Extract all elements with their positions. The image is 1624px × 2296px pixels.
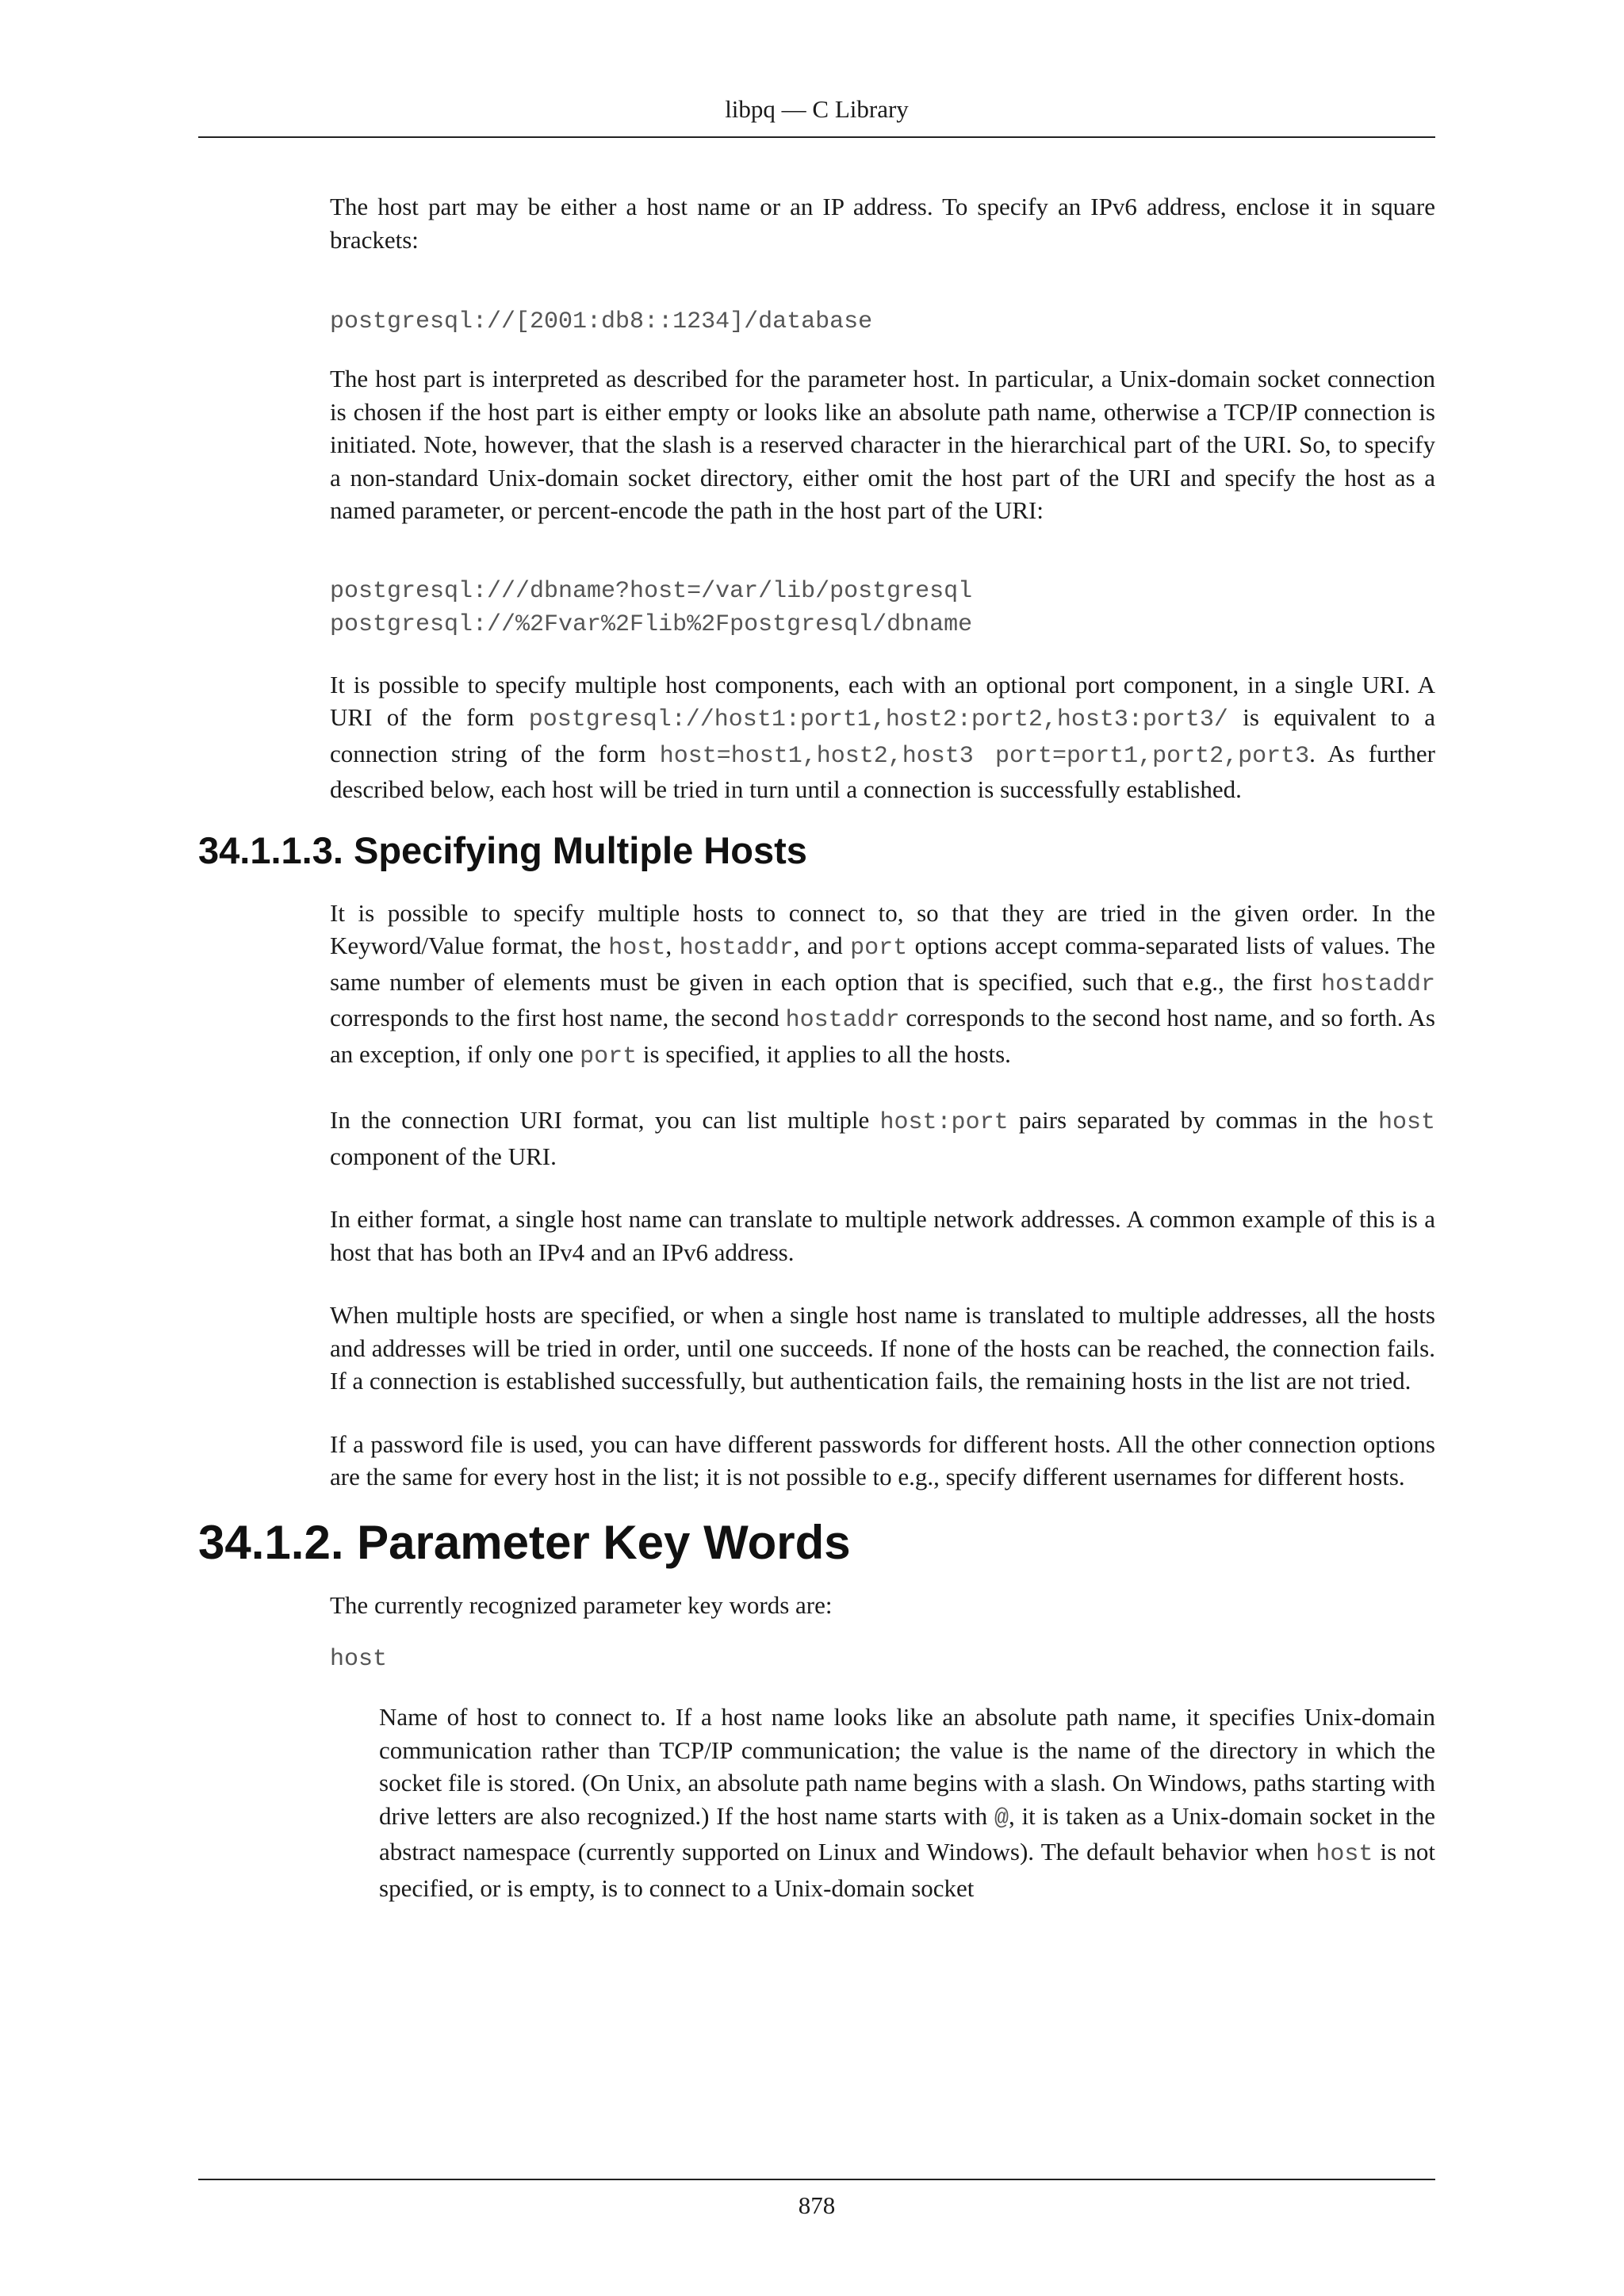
inline-code: postgresql://host1:port1,host2:port2,host3:port3/ bbox=[528, 706, 1228, 733]
paragraph: It is possible to specify multiple host components, each with an optional port component, in a single URI. A URI of the form postgresql://host1:port1,host2:port2,host3:port3/ is equivalent to a connection string of the form host=host1,host2,host3 port=port1,port2,port3. As further described below, each host will be tried in turn until a connection is successfully established. bbox=[330, 670, 1436, 803]
inline-code: @ bbox=[994, 1804, 1009, 1832]
inline-code: host=host1,host2,host3 port=port1,port2,port3 bbox=[659, 742, 1310, 770]
inline-code: hostaddr bbox=[1320, 970, 1435, 998]
uri-section bbox=[330, 190, 1435, 806]
paragraph: It is possible to specify multiple hosts to connect to, so that they are tried in the given order. In the Keyword/Value format, the host, hostaddr, and port options accept comma-separated lists of values. The same number of elements must be given in each option that is specified, such that e.g., the first hostaddr corresponds to the first host name, the second hostaddr corresponds to the second host name, and so forth. As an exception, if only one port is specified, it applies to all the hosts. bbox=[330, 898, 1435, 1070]
inline-code: host bbox=[1377, 1109, 1435, 1136]
inline-code: port bbox=[850, 935, 908, 962]
chapter-heading: 34.1.2. Parameter Key Words bbox=[198, 1515, 851, 1569]
code-block: postgresql:///dbname?host=/var/lib/postgresql postgresql://%2Fvar%2Flib%2Fpostgresql/dbname bbox=[330, 577, 973, 638]
paragraph: If a password file is used, you can have different passwords for different hosts. All the other connection options are the same for every host in the list; it is not possible to e.g., specify different usernames for different hosts. bbox=[330, 1429, 1435, 1490]
header-rule bbox=[198, 136, 1435, 138]
code-block: postgresql://[2001:db8::1234]/database bbox=[330, 308, 873, 335]
keyword-description bbox=[379, 1701, 1435, 1904]
inline-code: host:port bbox=[879, 1109, 1009, 1136]
inline-code: host bbox=[608, 935, 666, 962]
paragraph: The currently recognized parameter key words are: bbox=[330, 1590, 833, 1619]
section-heading: 34.1.1.3. Specifying Multiple Hosts bbox=[198, 828, 807, 871]
paragraph: Name of host to connect to. If a host name looks like an absolute path name, it specifies Unix-domain communication rather than TCP/IP communication; the value is the name of the directory in which the socket file is stored. (On Unix, an absolute path name begins with a slash. On Windows, paths starting with drive letters are also recognized.) If the host name starts with @, it is taken as a Unix-domain socket in the abstract namespace (currently supported on Linux and Windows). The default behavior when host is not specified, or is empty, is to connect to a Unix-domain socket bbox=[379, 1703, 1436, 1902]
paragraph: The host part is interpreted as described for the parameter host. In particular, a Unix-domain socket connection is chosen if the host part is either empty or looks like an absolute path name, otherwise a TCP/IP connection is initiated. Note, however, that the slash is a reserved character in the hierarchical part of the URI. So, to specify a non-standard Unix-domain socket directory, either omit the host part of the URI and specify the host as a named parameter, or percent-encode the path in the host part of the URI: bbox=[330, 365, 1435, 524]
footer-rule bbox=[198, 2179, 1435, 2180]
inline-code: host bbox=[1316, 1841, 1373, 1868]
inline-code: port bbox=[580, 1043, 638, 1070]
keyword-term: host bbox=[330, 1646, 388, 1673]
page-body bbox=[198, 190, 1435, 1904]
running-header: libpq — C Library bbox=[725, 95, 909, 123]
page-number: 878 bbox=[798, 2191, 836, 2219]
paragraph: In either format, a single host name can translate to multiple network addresses. A common example of this is a host that has both an IPv4 and an IPv6 address. bbox=[330, 1205, 1435, 1266]
keywords-section bbox=[330, 1589, 1435, 1676]
inline-code: hostaddr bbox=[679, 935, 794, 962]
paragraph: The host part may be either a host name or an IP address. To specify an IPv6 address, enclose it in square brackets: bbox=[330, 193, 1435, 254]
paragraph: In the connection URI format, you can list multiple host:port pairs separated by commas in the host component of the URI. bbox=[330, 1106, 1435, 1170]
multiple-hosts-section bbox=[330, 897, 1435, 1494]
inline-code: hostaddr bbox=[785, 1007, 900, 1034]
paragraph: When multiple hosts are specified, or when a single host name is translated to multiple addresses, all the hosts and addresses will be tried in order, until one succeeds. If none of the hosts can be reached, the connection fails. If a connection is established successfully, but authentication fails, the remaining hosts in the list are not tried. bbox=[330, 1301, 1435, 1395]
